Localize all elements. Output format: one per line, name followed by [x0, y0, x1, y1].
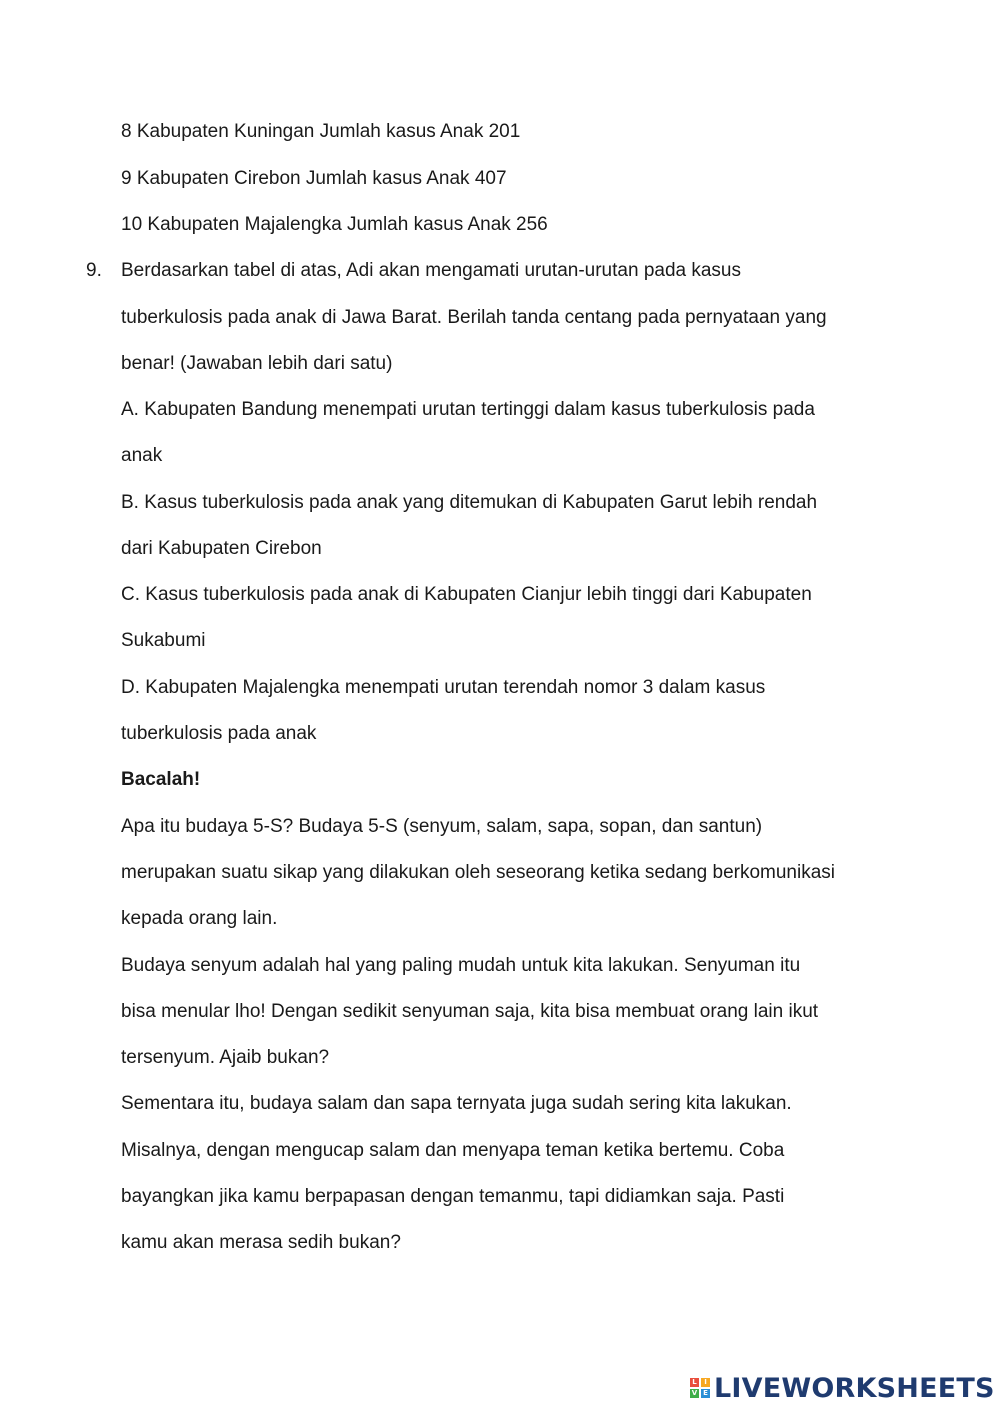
question-number: 9.	[86, 260, 102, 281]
reading-heading: Bacalah!	[121, 769, 201, 790]
logo-grid-icon	[690, 1378, 710, 1398]
option-d-cont[interactable]: tuberkulosis pada anak	[121, 723, 317, 744]
list-item-10: 10 Kabupaten Majalengka Jumlah kasus Anak 256	[121, 214, 548, 235]
list-item-9: 9 Kabupaten Cirebon Jumlah kasus Anak 407	[121, 168, 507, 189]
option-c-cont[interactable]: Sukabumi	[121, 630, 206, 651]
option-a[interactable]: A. Kabupaten Bandung menempati urutan tertinggi dalam kasus tuberkulosis pada	[121, 399, 815, 420]
option-a-cont[interactable]: anak	[121, 445, 163, 466]
logo-grid-i: I	[701, 1378, 710, 1387]
reading-line-6: tersenyum. Ajaib bukan?	[121, 1047, 330, 1068]
option-d[interactable]: D. Kabupaten Majalengka menempati urutan terendah nomor 3 dalam kasus	[121, 677, 766, 698]
logo-grid-l: L	[690, 1378, 699, 1387]
reading-line-9: bayangkan jika kamu berpapasan dengan temanmu, tapi didiamkan saja. Pasti	[121, 1186, 785, 1207]
option-b-cont[interactable]: dari Kabupaten Cirebon	[121, 538, 322, 559]
liveworksheets-logo	[690, 1372, 995, 1404]
question-line-1: Berdasarkan tabel di atas, Adi akan mengamati urutan-urutan pada kasus	[121, 260, 741, 281]
list-item-8: 8 Kabupaten Kuningan Jumlah kasus Anak 201	[121, 121, 521, 142]
logo-text: LIVEWORKSHEETS	[714, 1372, 995, 1404]
reading-line-8: Misalnya, dengan mengucap salam dan menyapa teman ketika bertemu. Coba	[121, 1140, 785, 1161]
logo-grid-e: E	[701, 1389, 710, 1398]
reading-line-4: Budaya senyum adalah hal yang paling mudah untuk kita lakukan. Senyuman itu	[121, 955, 801, 976]
reading-line-3: kepada orang lain.	[121, 908, 278, 929]
reading-line-1: Apa itu budaya 5-S? Budaya 5-S (senyum, salam, sapa, sopan, dan santun)	[121, 816, 763, 837]
logo-grid-v: V	[691, 1389, 698, 1397]
reading-line-2: merupakan suatu sikap yang dilakukan oleh seseorang ketika sedang berkomunikasi	[121, 862, 835, 883]
reading-line-5: bisa menular lho! Dengan sedikit senyuman saja, kita bisa membuat orang lain ikut	[121, 1001, 819, 1022]
reading-line-7: Sementara itu, budaya salam dan sapa ternyata juga sudah sering kita lakukan.	[121, 1093, 792, 1114]
option-b[interactable]: B. Kasus tuberkulosis pada anak yang ditemukan di Kabupaten Garut lebih rendah	[121, 492, 818, 513]
question-line-2: tuberkulosis pada anak di Jawa Barat. Berilah tanda centang pada pernyataan yang	[121, 307, 827, 328]
question-line-3: benar! (Jawaban lebih dari satu)	[121, 353, 393, 374]
reading-line-10: kamu akan merasa sedih bukan?	[121, 1232, 401, 1253]
option-c[interactable]: C. Kasus tuberkulosis pada anak di Kabupaten Cianjur lebih tinggi dari Kabupaten	[121, 584, 812, 605]
